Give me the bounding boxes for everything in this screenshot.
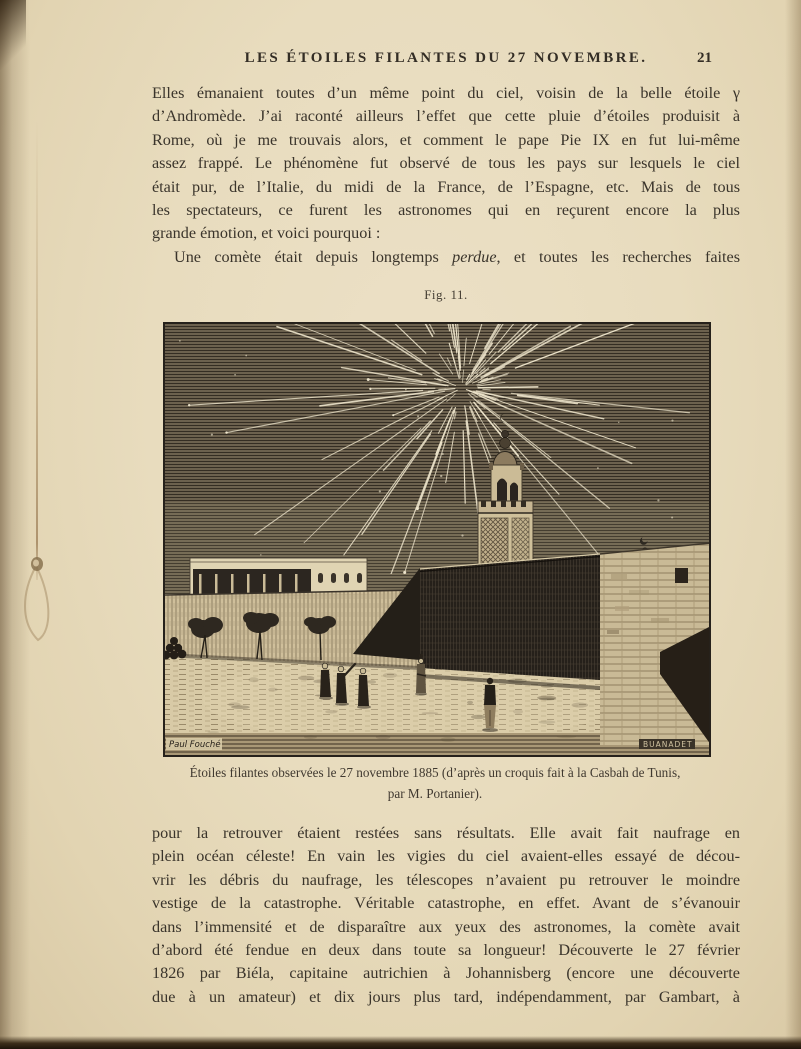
- paragraph-1: [152, 82, 740, 269]
- page-edge-bottom: [0, 1036, 801, 1049]
- casbah-wall-right: [600, 537, 711, 745]
- casbah-wall-central: [420, 554, 600, 690]
- page-corner-shadow: [0, 0, 26, 70]
- page-title: LES ÉTOILES FILANTES DU 27 NOVEMBRE.: [244, 50, 648, 66]
- figure-caption: [95, 763, 775, 804]
- text-line: d’Andromède. J’ai raconté ailleurs l’effet que cette pluie d’étoiles produisit à: [152, 107, 740, 126]
- running-header: [152, 50, 740, 70]
- text-line: grande émotion, et voici pourquoi :: [152, 224, 381, 243]
- text-line: 1826 par Biéla, capitaine autrichien à Johannisberg (encore une découverte: [152, 964, 740, 983]
- text-line: les spectateurs, ce furent les astronomes qui en reçurent encore la plus: [152, 200, 740, 219]
- caption-line: par M. Portanier).: [387, 785, 483, 801]
- text-line: vestige de la catastrophe. Véritable catastrophe, en effet. Avant de s’évanouir: [152, 894, 740, 913]
- text-line: due à un amateur) et dix jours plus tard, indépendamment, par Gambart, à: [152, 987, 740, 1006]
- text-run: Une comète était depuis longtemps: [174, 247, 453, 266]
- text-line: Elles émanaient toutes d’un même point du ciel, voisin de la belle étoile γ: [152, 84, 740, 102]
- text-line: d’abord été fendue en deux dans toute sa longueur! Découverte le 27 février: [152, 940, 740, 959]
- text-line: était pur, de l’Italie, du midi de la France, de l’Espagne, etc. Mais de tous: [152, 177, 740, 196]
- text-line: pour la retrouver étaient restées sans résultats. Elle avait fait naufrage en: [152, 824, 740, 842]
- text-line: plein océan céleste! En vain les vigies du ciel avaient-elles essayé de décou-: [152, 847, 740, 866]
- caption-line: Étoiles filantes observées le 27 novembre 1885 (d’après un croquis fait à la Casbah de Tunis,: [189, 765, 681, 780]
- figure-label: Fig. 11.: [424, 287, 468, 302]
- artist-signature: Paul Fouché: [169, 740, 221, 750]
- text-line: assez frappé. Le phénomène fut observé de tous les pays sur lesquels le ciel: [152, 154, 740, 173]
- text-line: vrir les débris du naufrage, les télescopes n’avaient pu retrouver le moindre: [152, 870, 740, 889]
- engraving-illustration: [163, 322, 711, 757]
- paragraph-2: [152, 822, 740, 1009]
- page-number: 21: [697, 50, 712, 66]
- binding-crease: [36, 120, 38, 580]
- page-edge-right: [785, 0, 801, 1049]
- page-edge-left: [0, 0, 30, 1049]
- italic-word: perdue: [452, 247, 497, 266]
- text-run: , et toutes les recherches faites: [496, 247, 741, 266]
- text-line: [152, 246, 740, 269]
- text-line: Rome, où je me trouvais alors, et comment le pape Pie IX en fut lui-même: [152, 130, 740, 149]
- text-line: dans l’immensité et de disparaître aux yeux des astronomes, la comète avait: [152, 917, 740, 936]
- engraver-signature: BUANADET: [643, 740, 693, 749]
